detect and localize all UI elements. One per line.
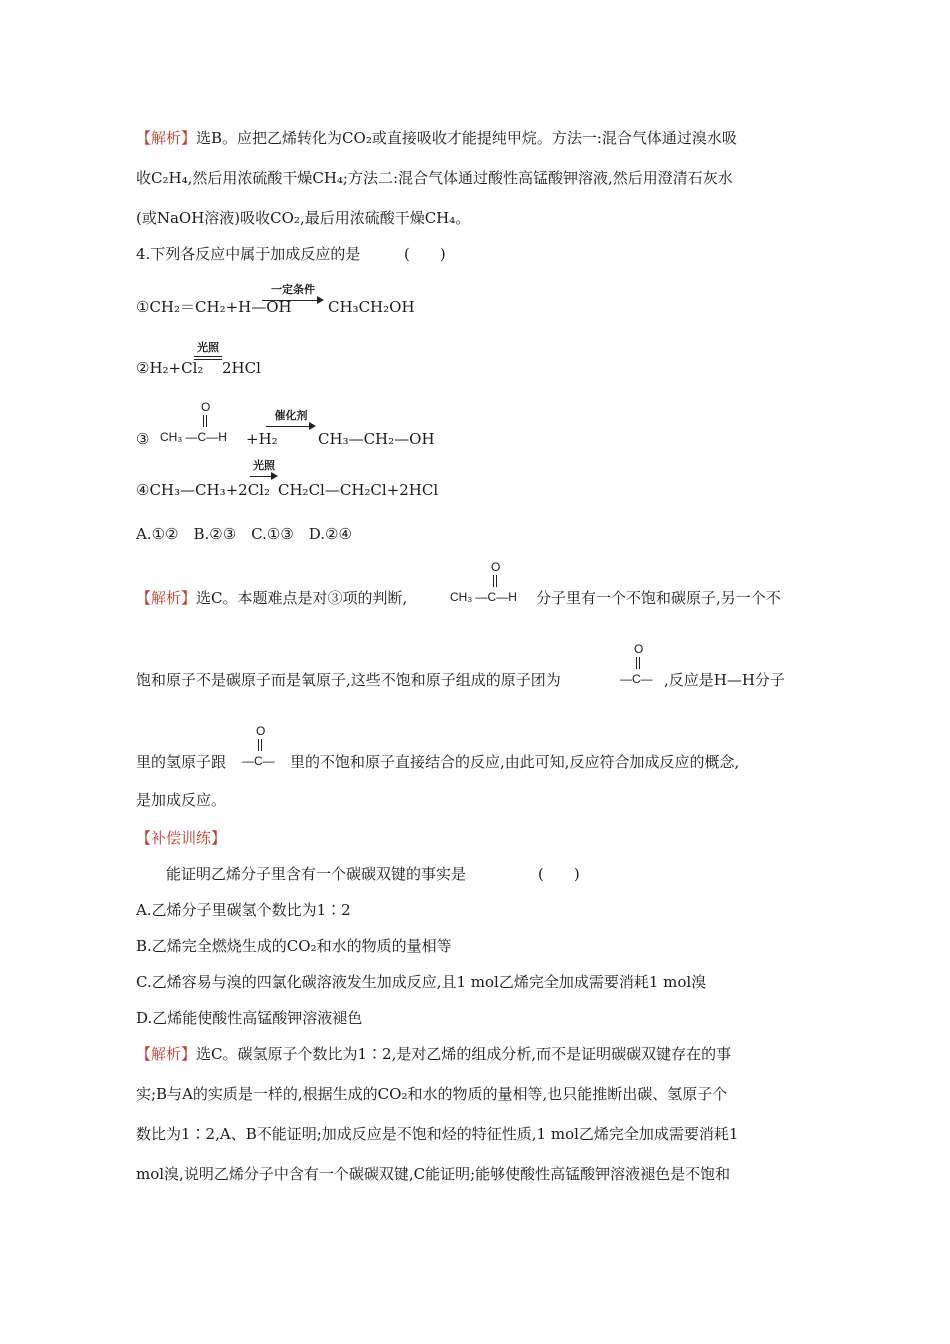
- analysis-2-line-2: 饱和原子不是碳原子而是氧原子,这些不饱和原子组成的原子团为: [136, 671, 561, 689]
- oxygen-atom: O: [634, 642, 644, 656]
- reaction-3-number: ③: [136, 430, 150, 448]
- question-4-stem: 4.下列各反应中属于加成反应的是: [136, 245, 361, 263]
- analysis-1-line-2: 收C₂H₄,然后用浓硫酸干燥CH₄;方法二:混合气体通过酸性高锰酸钾溶液,然后用澄清石灰水: [136, 169, 733, 187]
- analysis-tag: 【解析】: [136, 589, 197, 607]
- analysis-2-line-1-tail: 分子里有一个不饱和碳原子,另一个不: [536, 589, 781, 607]
- answer-bracket: ( ): [404, 245, 446, 263]
- carbonyl-group-1: [620, 642, 660, 688]
- double-bond: [493, 575, 497, 587]
- oxygen-atom: O: [256, 724, 266, 738]
- reaction-4-condition: 光照: [253, 459, 275, 472]
- acetaldehyde-structure: [160, 400, 250, 446]
- reaction-3-arrow: [266, 409, 316, 430]
- carbonyl-formula-1: —C—: [620, 672, 653, 686]
- reaction-4-arrow: [250, 459, 278, 480]
- analysis-2-line-3: 里的氢原子跟: [136, 753, 227, 771]
- reaction-4-reactants: ④CH₃—CH₃+2Cl₂: [136, 481, 270, 499]
- analysis-2-line-2-tail: ,反应是H—H分子: [664, 671, 785, 689]
- analysis-1-line-1: 【解析】选B。应把乙烯转化为CO₂或直接吸收才能提纯甲烷。方法一:混合气体通过溴水吸: [136, 129, 737, 147]
- option-c: C.乙烯容易与溴的四氯化碳溶液发生加成反应,且1 mol乙烯完全加成需要消耗1 mol溴: [136, 973, 707, 991]
- analysis-2-line-1: 【解析】选C。本题难点是对③项的判断,: [136, 589, 408, 607]
- option-d: D.乙烯能使酸性高锰酸钾溶液褪色: [136, 1009, 363, 1027]
- acetaldehyde-inline-formula: CH₃ —C—H: [450, 590, 517, 604]
- reaction-2-condition: 光照: [197, 341, 219, 354]
- oxygen-atom: O: [491, 560, 501, 574]
- analysis-2-line-3-tail: 里的不饱和原子直接结合的反应,由此可知,反应符合加成反应的概念,: [290, 753, 740, 771]
- compensation-question-stem: 能证明乙烯分子里含有一个碳碳双键的事实是: [166, 865, 467, 883]
- acetaldehyde-formula: CH₃ —C—H: [160, 430, 227, 444]
- acetaldehyde-inline-structure: [450, 560, 530, 606]
- double-bond: [203, 415, 207, 427]
- reaction-1-products: CH₃CH₂OH: [328, 298, 415, 316]
- option-b: B.乙烯完全燃烧生成的CO₂和水的物质的量相等: [136, 937, 452, 955]
- reaction-2-reactants: ②H₂+Cl₂: [136, 359, 204, 377]
- reaction-4-products: CH₂Cl—CH₂Cl+2HCl: [278, 481, 439, 499]
- reaction-1-condition: 一定条件: [271, 283, 315, 296]
- reaction-3-condition: 催化剂: [274, 409, 308, 422]
- question-4-options: A.①② B.②③ C.①③ D.②④: [136, 525, 352, 543]
- analysis-3-line-1: 【解析】选C。碳氢原子个数比为1∶2,是对乙烯的组成分析,而不是证明碳碳双键存在的事: [136, 1045, 732, 1063]
- reaction-1-arrow: [262, 283, 324, 304]
- answer-bracket: ( ): [538, 865, 580, 883]
- reaction-3-plus-h2: +H₂: [246, 430, 278, 448]
- analysis-3-line-4: mol溴,说明乙烯分子中含有一个碳碳双键,C能证明;能够使酸性高锰酸钾溶液褪色是不饱和: [136, 1165, 731, 1183]
- double-bond: [636, 657, 640, 669]
- reaction-1-reactants: ①CH₂＝CH₂+H—OH: [136, 298, 292, 316]
- analysis-3-line-3: 数比为1∶2,A、B不能证明;加成反应是不饱和烃的特征性质,1 mol乙烯完全加成需要消耗1: [136, 1125, 739, 1143]
- analysis-3-line-2: 实;B与A的实质是一样的,根据生成的CO₂和水的物质的量相等,也只能推断出碳、氢原子个: [136, 1085, 728, 1103]
- analysis-2-line-4: 是加成反应。: [136, 791, 227, 809]
- oxygen-atom: O: [201, 400, 211, 414]
- carbonyl-group-2: [242, 724, 282, 770]
- carbonyl-formula-2: —C—: [242, 754, 275, 768]
- analysis-tag: 【解析】: [136, 1045, 197, 1063]
- compensation-training-tag: 【补偿训练】: [136, 829, 227, 847]
- double-bond: [258, 739, 262, 751]
- analysis-tag: 【解析】: [136, 129, 197, 147]
- option-a: A.乙烯分子里碳氢个数比为1∶2: [136, 901, 351, 919]
- reaction-2-equals: [194, 341, 222, 364]
- reaction-3-products: CH₃—CH₂—OH: [318, 430, 435, 448]
- reaction-2-products: 2HCl: [222, 359, 261, 377]
- analysis-1-line-3: (或NaOH溶液)吸收CO₂,最后用浓硫酸干燥CH₄。: [136, 209, 471, 227]
